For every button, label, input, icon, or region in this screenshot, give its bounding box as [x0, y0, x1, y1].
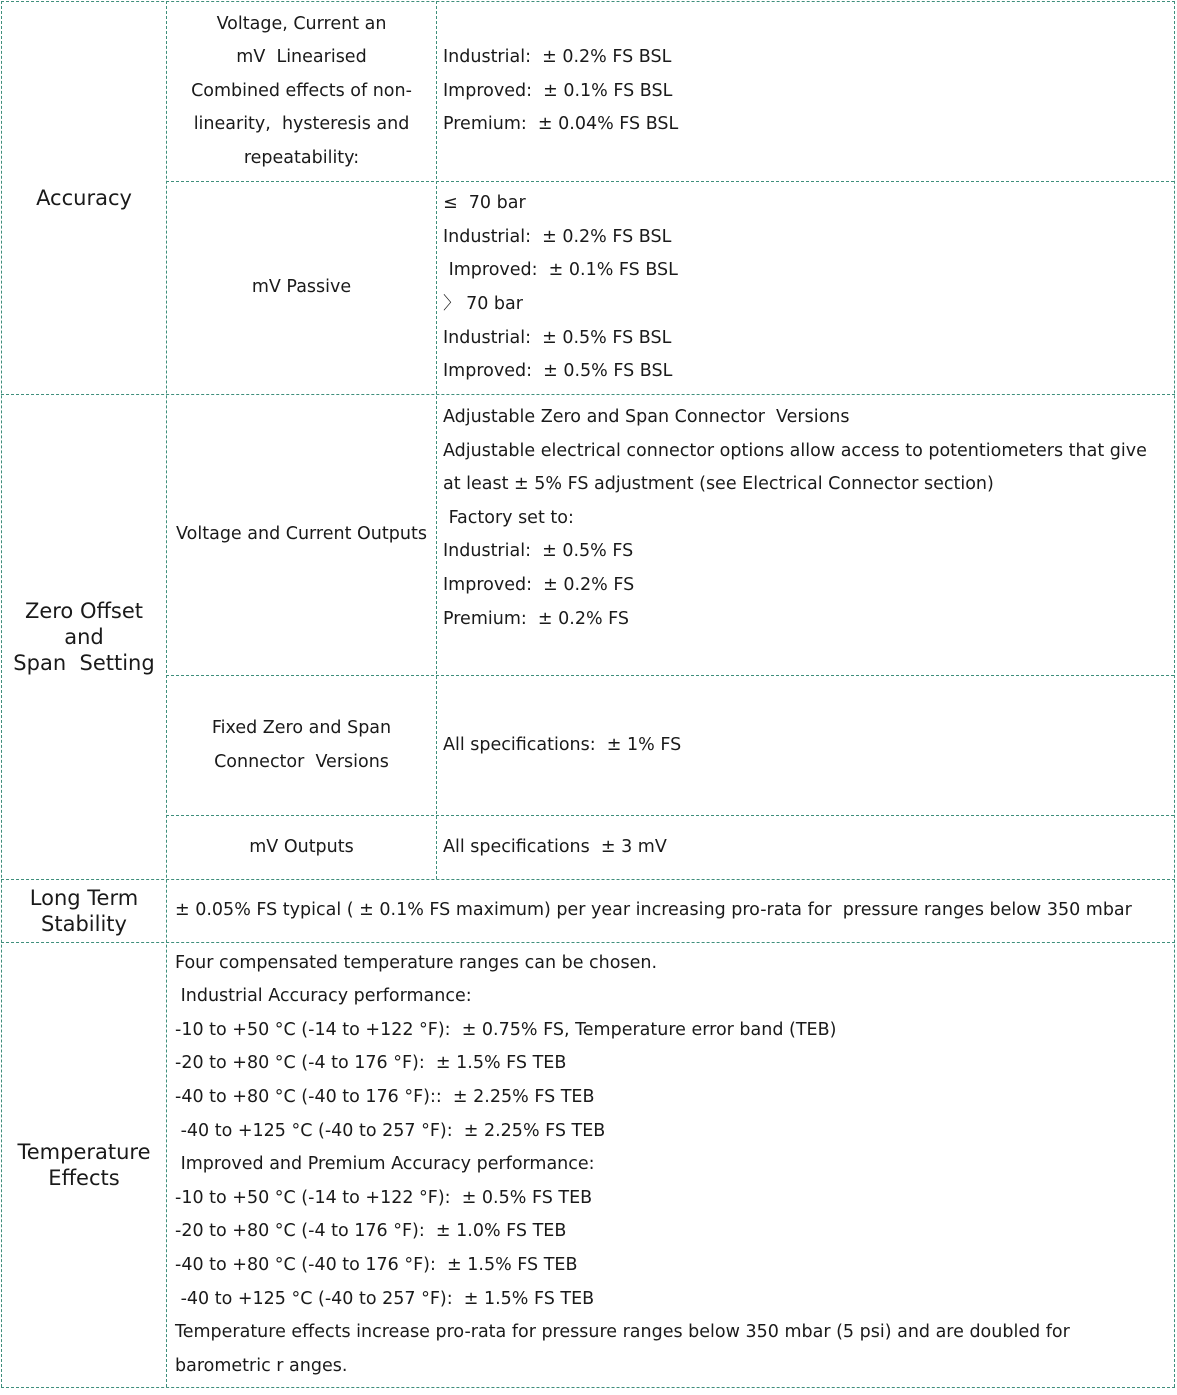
zero-mv-outputs-text: mV Outputs: [249, 836, 354, 857]
temperature-effects-label: [2, 943, 166, 1387]
accuracy-linearised-line: linearity, hysteresis and: [193, 114, 410, 135]
temperature-value-line: Industrial Accuracy performance:: [175, 986, 472, 1007]
zero-mv-outputs-values: [437, 816, 1174, 879]
accuracy-linearised-line: mV Linearised: [236, 47, 367, 68]
accuracy-value-line: Industrial: ± 0.2% FS BSL: [443, 47, 672, 68]
zero-value-line: All specifications: ± 1% FS: [443, 734, 682, 755]
temperature-value-line: Improved and Premium Accuracy performance:: [175, 1154, 595, 1175]
zero-offset-label: [2, 395, 166, 879]
zero-value-line: Factory set to:: [443, 507, 574, 528]
accuracy-linearised-line: repeatability:: [243, 147, 360, 168]
long-term-value-text: ± 0.05% FS typical ( ± 0.1% FS maximum) per year increasing pro-rata for pressure ranges below 350 mbar: [175, 900, 1132, 921]
temperature-label-line: Temperature: [17, 1140, 151, 1164]
zero-offset-label-line: Zero Offset: [24, 599, 144, 623]
long-term-stability-label: [2, 880, 166, 942]
table-border-right: [1174, 1, 1175, 1387]
accuracy-linearised-label: [167, 2, 436, 181]
temperature-value-line: -40 to +125 °C (-40 to 257 °F): ± 1.5% FS TEB: [175, 1288, 595, 1309]
temperature-value-line: -20 to +80 °C (-4 to 176 °F): ± 1.0% FS TEB: [175, 1221, 567, 1242]
zero-fixed-label-line: Fixed Zero and Span: [211, 717, 392, 738]
table-border-bottom: [1, 1387, 1175, 1388]
zero-offset-label-line: and: [64, 625, 104, 649]
zero-fixed-values: [437, 676, 1174, 815]
zero-value-line: All specifications ± 3 mV: [443, 836, 667, 857]
accuracy-label-text: Accuracy: [36, 186, 132, 210]
accuracy-value-line: Improved: ± 0.1% FS BSL: [443, 260, 678, 281]
long-term-stability-value: [167, 880, 1174, 942]
temperature-value-line: -40 to +125 °C (-40 to 257 °F): ± 2.25% FS TEB: [175, 1120, 606, 1141]
long-term-label-line: Long Term: [29, 886, 139, 910]
long-term-label-line: Stability: [41, 912, 127, 936]
accuracy-mv-passive-values: [437, 182, 1174, 394]
temperature-value-line: -10 to +50 °C (-14 to +122 °F): ± 0.75% FS, Temperature error band (TEB): [175, 1019, 837, 1040]
temperature-effects-values: [167, 943, 1174, 1387]
temperature-value-line: Four compensated temperature ranges can be chosen.: [175, 952, 658, 973]
zero-fixed-label: [167, 676, 436, 815]
accuracy-value-line: Improved: ± 0.5% FS BSL: [443, 361, 673, 382]
accuracy-value-line: ≤ 70 bar: [443, 193, 526, 214]
temperature-value-line: Temperature effects increase pro-rata for pressure ranges below 350 mbar (5 psi) and are doubled for barometric r anges.: [175, 1322, 1070, 1376]
accuracy-mv-passive-label: [167, 182, 436, 394]
accuracy-linearised-line: Combined effects of non-: [191, 80, 412, 101]
accuracy-linearised-line: Voltage, Current an: [216, 13, 387, 34]
zero-value-line: Improved: ± 0.2% FS: [443, 574, 635, 595]
accuracy-value-line: Premium: ± 0.04% FS BSL: [443, 114, 679, 135]
zero-voltage-current-values: [437, 395, 1174, 675]
accuracy-linearised-values: [437, 2, 1174, 181]
temperature-value-line: -40 to +80 °C (-40 to 176 °F):: ± 2.25% FS TEB: [175, 1087, 595, 1108]
accuracy-value-line: 〉 70 bar: [443, 294, 523, 314]
temperature-value-line: -40 to +80 °C (-40 to 176 °F): ± 1.5% FS TEB: [175, 1254, 578, 1275]
zero-voltage-current-text: Voltage and Current Outputs: [176, 524, 427, 545]
accuracy-label: [2, 2, 166, 394]
zero-fixed-label-line: Connector Versions: [214, 751, 389, 772]
zero-value-line: Adjustable Zero and Span Connector Versions: [443, 407, 850, 427]
accuracy-value-line: Industrial: ± 0.5% FS BSL: [443, 327, 672, 348]
accuracy-value-line: Improved: ± 0.1% FS BSL: [443, 80, 673, 101]
accuracy-value-line: Industrial: ± 0.2% FS BSL: [443, 226, 672, 247]
zero-value-line: Premium: ± 0.2% FS: [443, 608, 630, 629]
accuracy-mv-passive-text: mV Passive: [251, 277, 352, 298]
zero-mv-outputs-label: [167, 816, 436, 879]
zero-offset-label-line: Span Setting: [13, 651, 155, 675]
zero-voltage-current-label: [167, 395, 436, 675]
temperature-value-line: -20 to +80 °C (-4 to 176 °F): ± 1.5% FS TEB: [175, 1053, 567, 1074]
temperature-label-line: Effects: [48, 1166, 120, 1190]
zero-value-line: Adjustable electrical connector options allow access to potentiometers that give at least ± 5% FS adjustment (see Electrical Connector section): [443, 440, 1147, 495]
zero-value-line: Industrial: ± 0.5% FS: [443, 541, 634, 562]
temperature-value-line: -10 to +50 °C (-14 to +122 °F): ± 0.5% FS TEB: [175, 1187, 593, 1208]
